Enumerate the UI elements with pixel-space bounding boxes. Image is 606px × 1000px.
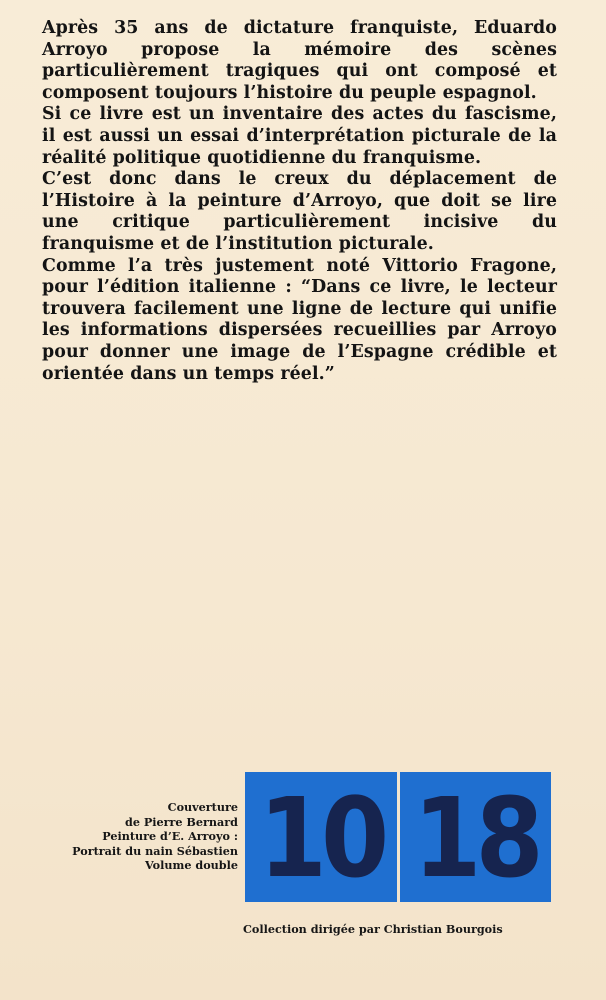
blurb-paragraph-1: Après 35 ans de dictature franquiste, Eduardo Arroyo propose la mémoire des scènes particulièrement tragiques qui ont composé et composent toujours l’histoire du peuple espagnol.: [42, 18, 557, 103]
publisher-logo-10: [245, 772, 397, 902]
blurb-paragraph-2: Si ce livre est un inventaire des actes du fascisme, il est aussi un essai d’interprétation picturale de la réalité politique quotidienne du franquisme.: [42, 104, 557, 168]
credit-line-painting: Peinture d’E. Arroyo :: [102, 829, 238, 844]
publisher-logo-18: [400, 772, 551, 902]
back-cover-blurb: [42, 18, 557, 385]
logo-number-18: 18: [413, 775, 538, 903]
collection-editor-line: Collection dirigée par Christian Bourgois: [243, 922, 503, 936]
cover-credits: [20, 800, 238, 873]
credit-line-designer: de Pierre Bernard: [125, 814, 238, 829]
blurb-paragraph-4: Comme l’a très justement noté Vittorio Fragone, pour l’édition italienne : “Dans ce livre, le lecteur trouvera facilement une ligne de lecture qui unifie les informations dispersées recueillies par Arroyo pour donner une image de l’Espagne crédible et orientée dans un temps réel.”: [42, 255, 557, 384]
credit-line-volume: Volume double: [145, 858, 238, 873]
logo-number-10: 10: [258, 775, 384, 903]
blurb-paragraph-3: C’est donc dans le creux du déplacement de l’Histoire à la peinture d’Arroyo, que doit se lire une critique particulièrement incisive du franquisme et de l’institution picturale.: [42, 169, 557, 254]
credit-line-cover: Couverture: [167, 800, 238, 814]
credit-line-portrait: Portrait du nain Sébastien: [72, 843, 238, 858]
